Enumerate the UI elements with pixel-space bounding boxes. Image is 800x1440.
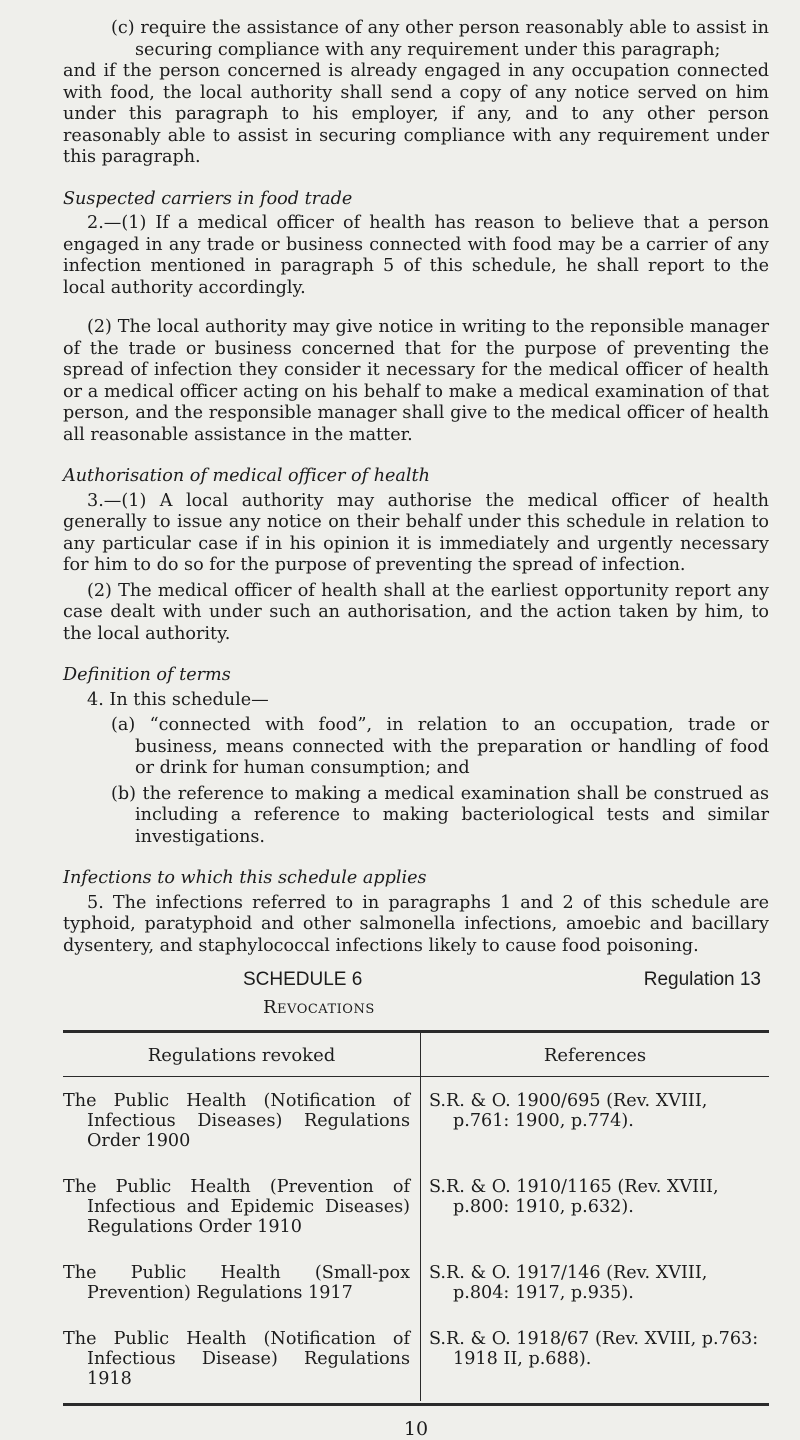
paragraph-4b: (b) the reference to making a medical examination shall be construed as including a reference to making bacteriological tests and similar investigations. xyxy=(111,783,769,847)
column-header-references: References xyxy=(421,1033,770,1077)
table-row xyxy=(63,1163,769,1249)
table-row xyxy=(63,1249,769,1315)
table-bottom-rule xyxy=(63,1403,769,1406)
reference-cell: S.R. & O. 1900/695 (Rev. XVIII, p.761: 1900, p.774). xyxy=(429,1091,708,1131)
heading-suspected-carriers: Suspected carriers in food trade xyxy=(63,188,353,209)
table-row xyxy=(63,1315,769,1401)
paragraph-1c: (c) require the assistance of any other person reasonably able to assist in securing compliance with any requirement under this paragraph; xyxy=(111,18,769,60)
schedule-heading-row xyxy=(63,969,769,991)
heading-authorisation: Authorisation of medical officer of health xyxy=(63,466,430,486)
page-number: 10 xyxy=(403,1418,429,1440)
reference-cell: S.R. & O. 1910/1165 (Rev. XVIII, p.800: 1910, p.632). xyxy=(429,1177,719,1217)
schedule-title: SCHEDULE 6 xyxy=(243,969,363,990)
table-header-row xyxy=(63,1033,769,1077)
document-page xyxy=(63,18,769,1440)
paragraph-4a: (a) “connected with food”, in relation to an occupation, trade or business, means connected with the preparation or handling of food or drink for human consumption; and xyxy=(111,715,769,778)
revocations-table xyxy=(63,1033,769,1401)
regulation-cell: The Public Health (Notification of Infectious Disease) Regulations 1918 xyxy=(63,1329,410,1389)
reference-cell: S.R. & O. 1917/146 (Rev. XVIII, p.804: 1917, p.935). xyxy=(429,1263,708,1303)
heading-infections: Infections to which this schedule applies xyxy=(63,868,427,888)
regulation-cell: The Public Health (Small-pox Prevention) Regulations 1917 xyxy=(63,1263,410,1303)
table-row xyxy=(63,1077,769,1164)
paragraph-5: 5. The infections referred to in paragraphs 1 and 2 of this schedule are typhoid, paratyphoid and other salmonella infections, amoebic and bacillary dysentery, and staphylococcal infections likely to cause food poisoning. xyxy=(63,892,769,956)
paragraph-3-1: 3.—(1) A local authority may authorise the medical officer of health generally to issue any notice on their behalf under this schedule in relation to any particular case if in his opinion it is immediately and urgently necessary for him to do so for the purpose of preventing the spread of infection. xyxy=(63,490,769,575)
reference-cell: S.R. & O. 1918/67 (Rev. XVIII, p.763: 1918 II, p.688). xyxy=(429,1329,759,1369)
column-header-regulations: Regulations revoked xyxy=(63,1033,421,1077)
paragraph-2-1: 2.—(1) If a medical officer of health has reason to believe that a person engaged in any trade or business connected with food may be a carrier of any infection mentioned in paragraph 5 of this schedule, he shall report to the local authority accordingly. xyxy=(63,213,769,298)
paragraph-4: 4. In this schedule— xyxy=(87,689,269,710)
regulation-reference: Regulation 13 xyxy=(643,969,761,990)
paragraph-2-2: (2) The local authority may give notice in writing to the reponsible manager of the trade or business concerned that for the purpose of preventing the spread of infection they consider it necessary for the medical officer of health or a medical officer acting on his behalf to make a medical examination of that person, and the responsible manager shall give to the medical officer of health all reasonable assistance in the matter. xyxy=(63,317,769,445)
heading-definition: Definition of terms xyxy=(63,665,231,685)
paragraph-continuation: and if the person concerned is already engaged in any occupation connected with food, the local authority shall send a copy of any notice served on him under this paragraph to his employer, if any, and to any other person reasonably able to assist in securing compliance with any requirement under this paragraph. xyxy=(63,61,769,167)
regulation-cell: The Public Health (Prevention of Infectious and Epidemic Diseases) Regulations Order 1910 xyxy=(63,1177,410,1237)
regulation-cell: The Public Health (Notification of Infectious Diseases) Regulations Order 1900 xyxy=(63,1091,410,1151)
revocations-title: Revocations xyxy=(263,997,375,1018)
paragraph-3-2: (2) The medical officer of health shall at the earliest opportunity report any case dealt with under such an authorisation, and the action taken by him, to the local authority. xyxy=(63,580,769,644)
